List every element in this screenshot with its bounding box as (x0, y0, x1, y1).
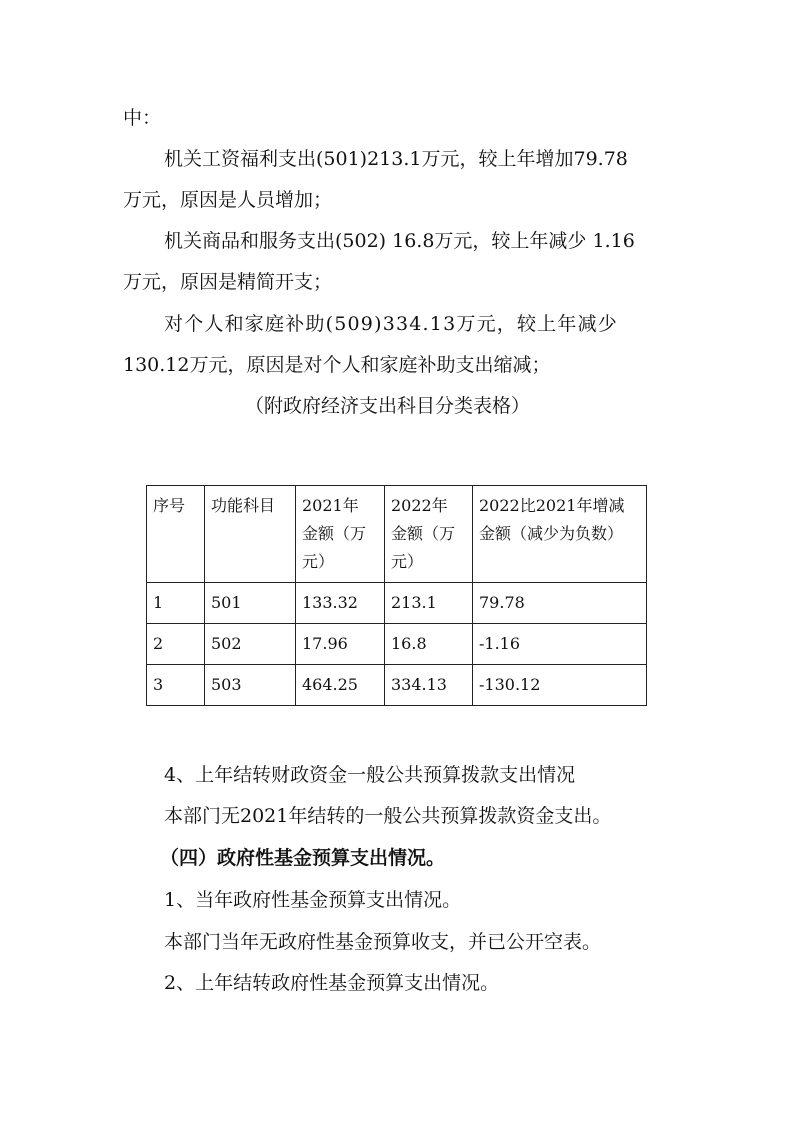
section-carryover-heading: 4、上年结转财政资金一般公共预算拨款支出情况 (164, 764, 576, 786)
section-fund-carryover-heading: 2、上年结转政府性基金预算支出情况。 (164, 972, 500, 994)
cell-seq: 1 (147, 583, 205, 624)
cell-code: 503 (205, 665, 296, 706)
section-fund-heading: （四）政府性基金预算支出情况。 (160, 847, 446, 869)
table-header-row (147, 486, 647, 583)
paragraph-501-line2: 万元，原因是人员增加； (123, 189, 333, 211)
table-row (147, 665, 647, 706)
cell-2021: 464.25 (296, 665, 385, 706)
paragraph-501-line1: 机关工资福利支出(501)213.1万元，较上年增加79.78 (164, 148, 628, 170)
cell-code: 501 (205, 583, 296, 624)
header-seq: 序号 (147, 486, 205, 583)
cell-2022: 16.8 (385, 624, 473, 665)
cell-diff: 79.78 (473, 583, 647, 624)
table-row (147, 624, 647, 665)
cell-code: 502 (205, 624, 296, 665)
table-caption: （附政府经济支出科目分类表格） (245, 395, 531, 417)
cell-2021: 17.96 (296, 624, 385, 665)
cell-seq: 3 (147, 665, 205, 706)
expenditure-table (146, 485, 647, 706)
cell-2022: 213.1 (385, 583, 473, 624)
paragraph-intro-fragment: 中： (123, 107, 162, 129)
paragraph-502-line1: 机关商品和服务支出(502) 16.8万元，较上年减少 1.16 (164, 230, 635, 252)
cell-diff: -130.12 (473, 665, 647, 706)
header-code: 功能科目 (205, 486, 296, 583)
table-row (147, 583, 647, 624)
cell-seq: 2 (147, 624, 205, 665)
header-2022: 2022年 金额（万 元） (385, 486, 473, 583)
section-fund-current-text: 本部门当年无政府性基金预算收支，并已公开空表。 (164, 931, 602, 953)
header-diff: 2022比2021年增减 金额（减少为负数） (473, 486, 647, 583)
header-2021: 2021年 金额（万 元） (296, 486, 385, 583)
section-fund-current-heading: 1、当年政府性基金预算支出情况。 (164, 889, 462, 911)
section-carryover-text: 本部门无2021年结转的一般公共预算拨款资金支出。 (164, 805, 612, 827)
cell-2022: 334.13 (385, 665, 473, 706)
cell-diff: -1.16 (473, 624, 647, 665)
paragraph-502-line2: 万元，原因是精简开支； (123, 271, 333, 293)
paragraph-509-line2: 130.12万元，原因是对个人和家庭补助支出缩减； (123, 354, 551, 376)
paragraph-509-line1: 对个人和家庭补助(509)334.13万元，较上年减少 (164, 313, 618, 335)
cell-2021: 133.32 (296, 583, 385, 624)
